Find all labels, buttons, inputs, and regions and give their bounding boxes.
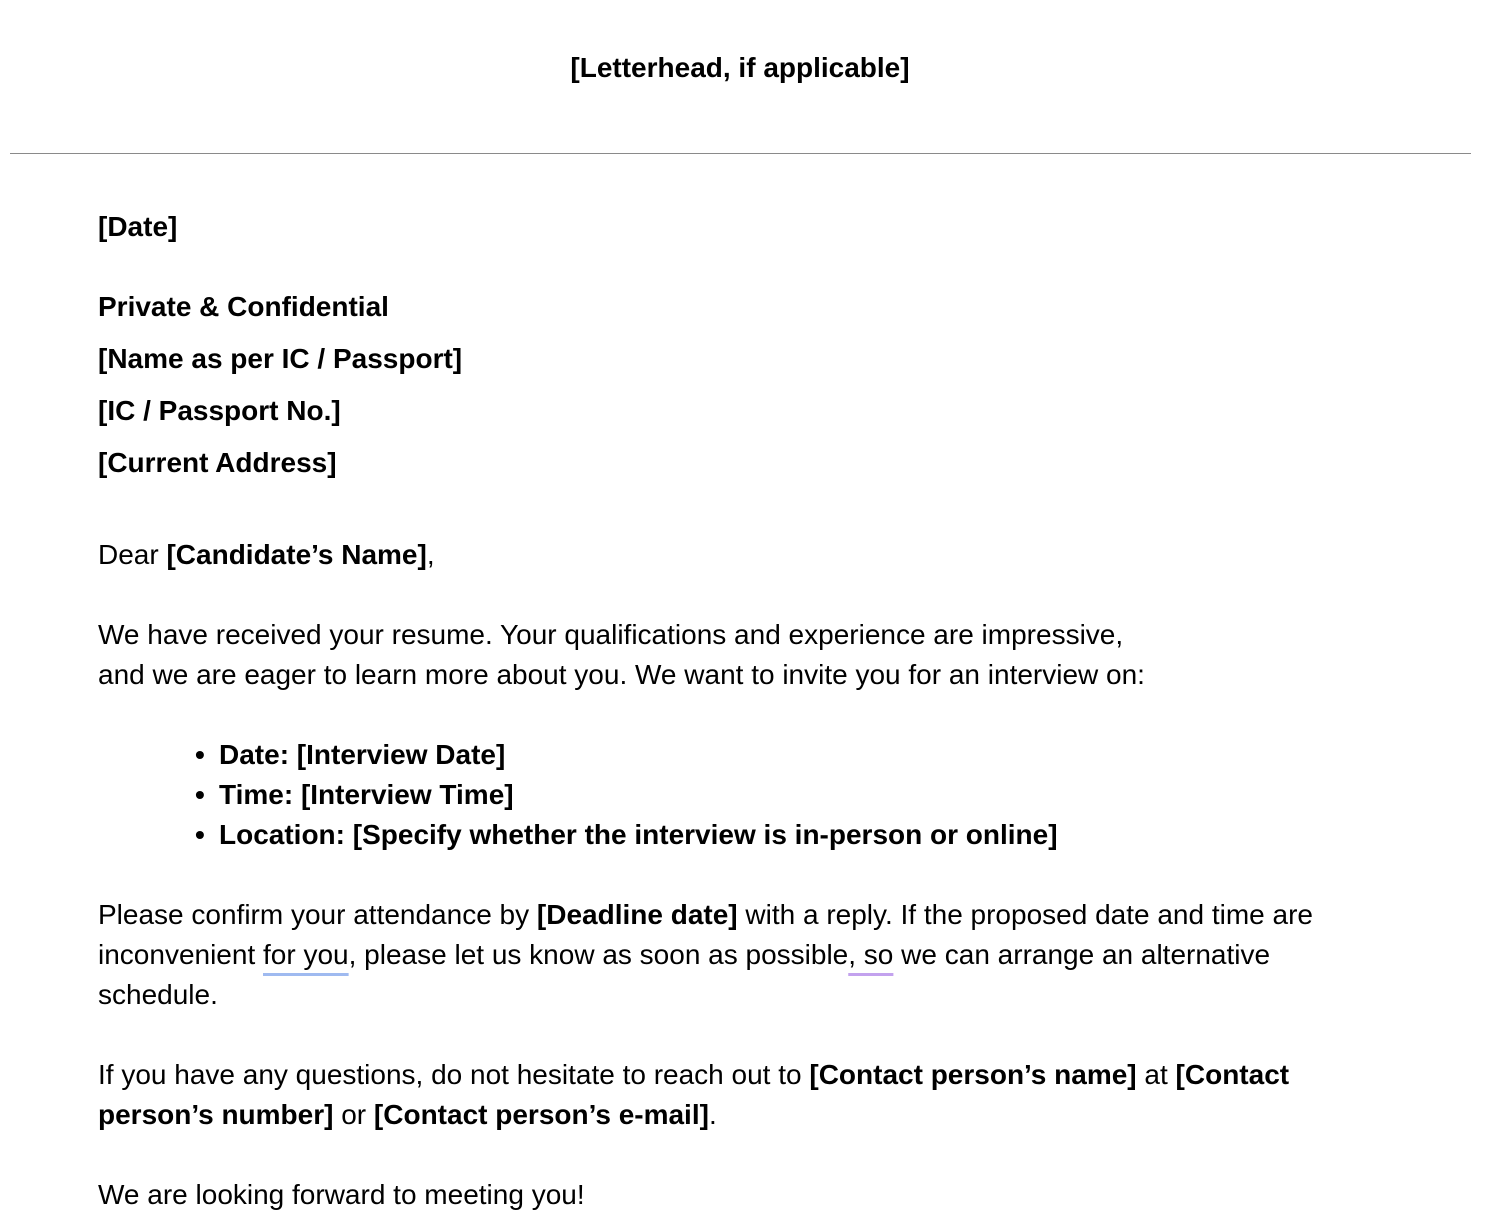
salutation (98, 535, 435, 575)
divider (10, 153, 1471, 154)
salutation-dear: Dear (98, 539, 167, 570)
detail-time: Time: [Interview Time] (219, 779, 514, 810)
confirm-text: inconvenient (98, 939, 264, 970)
recipient-name: [Name as per IC / Passport] (98, 343, 463, 374)
deadline-date: [Deadline date] (536, 899, 738, 930)
contact-line-1 (98, 1055, 1289, 1095)
contact-number-part-2: person’s number] (98, 1099, 334, 1130)
contact-text: If you have any questions, do not hesitate to reach out to (98, 1059, 810, 1090)
contact-text: or (333, 1099, 374, 1130)
contact-text: at (1136, 1059, 1176, 1090)
recipient-id: [IC / Passport No.] (98, 395, 341, 426)
contact-line-2 (98, 1095, 717, 1135)
confirm-text: Please confirm your attendance by (98, 899, 537, 930)
interview-details-list (195, 735, 1058, 855)
recipient-address: [Current Address] (98, 447, 337, 478)
contact-number-part-1: [Contact (1175, 1059, 1290, 1090)
confirm-text: with a reply. If the proposed date and time are (737, 899, 1313, 930)
list-item (195, 815, 1058, 855)
candidate-name: [Candidate’s Name] (166, 539, 427, 570)
grammar-suggestion-so[interactable]: , so (848, 939, 894, 970)
intro-line-1: We have received your resume. Your qualifications and experience are impressive, (98, 619, 1124, 650)
confidential-label: Private & Confidential (98, 291, 389, 322)
confirm-line-1 (98, 895, 1313, 935)
intro-line-2: and we are eager to learn more about you. We want to invite you for an interview on: (98, 659, 1145, 690)
salutation-comma: , (426, 539, 435, 570)
bullet-icon: • (195, 739, 205, 770)
confirm-line-2 (98, 935, 1270, 975)
confirm-text: , please let us know as soon as possible (348, 939, 849, 970)
confirm-text: we can arrange an alternative (893, 939, 1271, 970)
grammar-suggestion-for-you[interactable]: for you (263, 939, 349, 970)
bullet-icon: • (195, 779, 205, 810)
detail-location: Location: [Specify whether the interview is in-person or online] (219, 819, 1058, 850)
date: [Date] (98, 211, 178, 242)
detail-date: Date: [Interview Date] (219, 739, 506, 770)
bullet-icon: • (195, 819, 205, 850)
confirm-line-3: schedule. (98, 979, 218, 1010)
list-item (195, 775, 1058, 815)
closing-line: We are looking forward to meeting you! (98, 1179, 585, 1210)
contact-person-name: [Contact person’s name] (809, 1059, 1137, 1090)
list-item (195, 735, 1058, 775)
contact-text: . (708, 1099, 717, 1130)
letterhead: [Letterhead, if applicable] (570, 52, 910, 83)
contact-email: [Contact person’s e-mail] (373, 1099, 709, 1130)
